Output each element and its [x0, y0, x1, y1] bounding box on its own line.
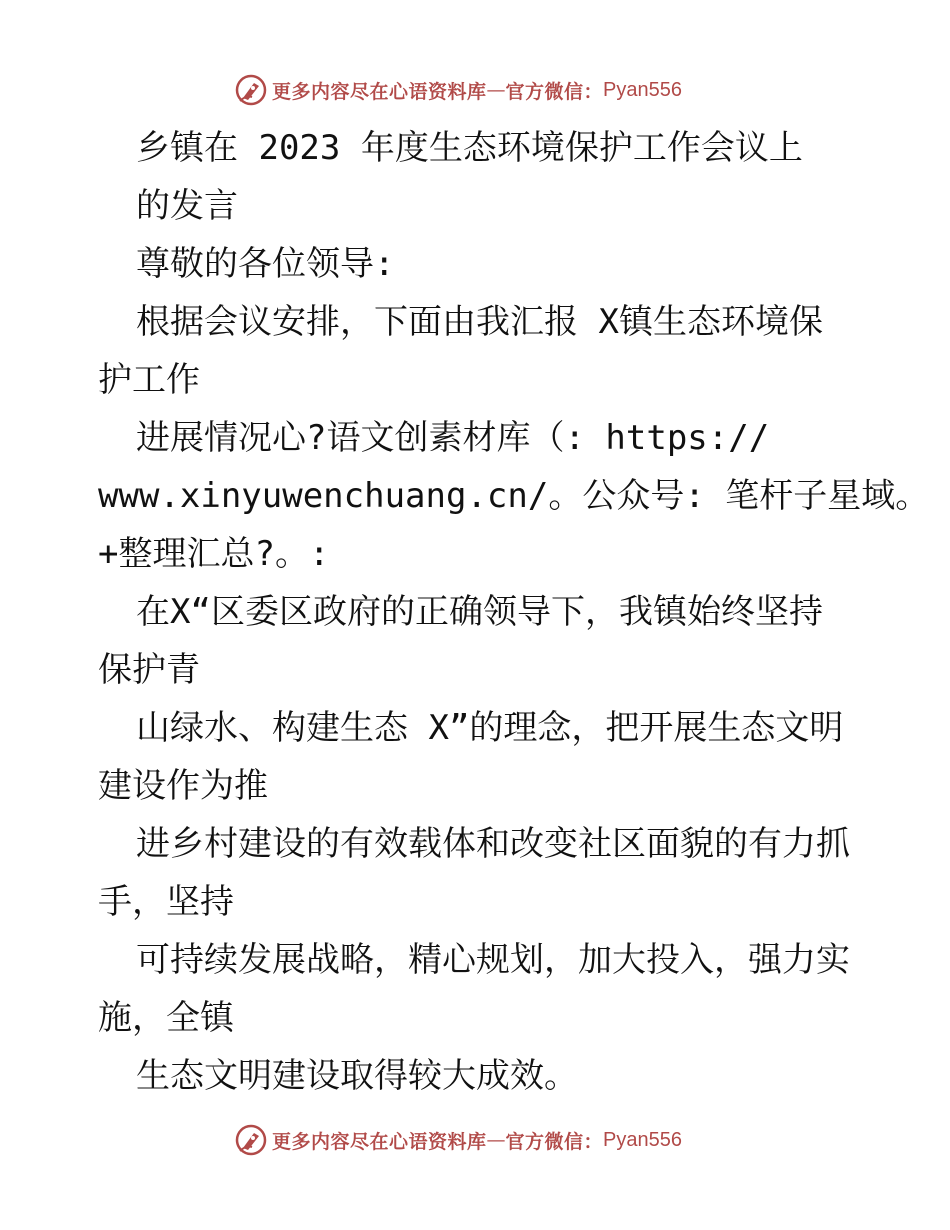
footer-banner: [234, 1122, 714, 1158]
pen-nib-logo-icon: [234, 73, 268, 107]
banner-suffix-text: 官方微信：: [505, 80, 604, 103]
banner-main-text: 更多内容尽在心语资料库: [272, 1130, 487, 1153]
banner-wechat-id: Pyan556: [603, 78, 682, 101]
doc-line: 尊敬的各位领导:: [136, 244, 395, 284]
doc-line: 建设作为推: [98, 766, 268, 806]
doc-line: 护工作: [98, 360, 200, 400]
doc-line: 施，全镇: [98, 998, 234, 1038]
doc-line: 进展情况心?语文创素材库（: https://: [136, 418, 770, 458]
doc-line: 保护青: [98, 650, 200, 690]
banner-separator: —: [486, 79, 506, 101]
doc-line: www.xinyuwenchuang.cn/。公众号: 笔杆子星域。: [98, 476, 930, 516]
header-banner: [234, 72, 714, 108]
doc-line: 进乡村建设的有效载体和改变社区面貌的有力抓: [136, 824, 850, 864]
doc-line: 在X“区委区政府的正确领导下，我镇始终坚持: [136, 592, 823, 632]
doc-line: 的发言: [136, 186, 238, 226]
doc-line: 根据会议安排，下面由我汇报 X镇生态环境保: [136, 302, 823, 342]
doc-line: +整理汇总?。:: [98, 534, 330, 574]
banner-main-text: 更多内容尽在心语资料库: [272, 80, 487, 103]
doc-line: 乡镇在 2023 年度生态环境保护工作会议上: [136, 128, 803, 168]
doc-line: 手，坚持: [98, 882, 234, 922]
banner-separator: —: [486, 1129, 506, 1151]
doc-line: 可持续发展战略，精心规划，加大投入，强力实: [136, 940, 850, 980]
banner-suffix-text: 官方微信：: [505, 1130, 604, 1153]
banner-wechat-id: Pyan556: [603, 1128, 682, 1151]
doc-line: 山绿水、构建生态 X”的理念，把开展生态文明: [136, 708, 844, 748]
pen-nib-logo-icon: [234, 1123, 268, 1157]
doc-line: 生态文明建设取得较大成效。: [136, 1056, 578, 1096]
